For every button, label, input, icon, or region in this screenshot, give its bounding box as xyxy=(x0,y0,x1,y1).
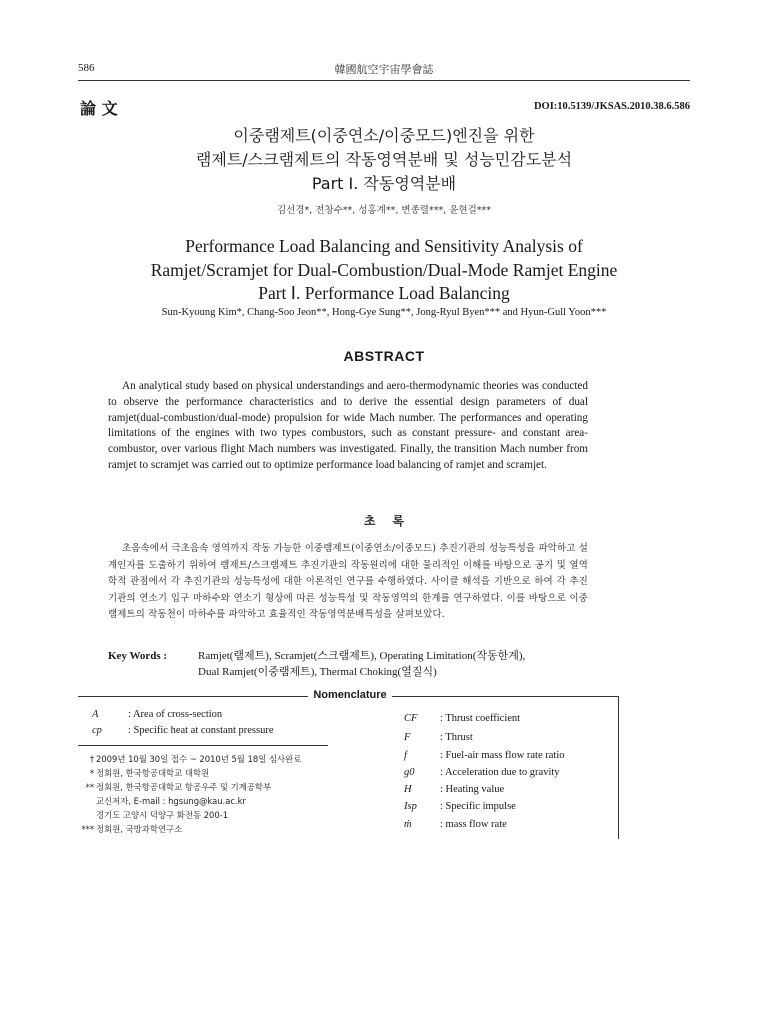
nomenclature-symbol-g0: g0 xyxy=(404,767,415,778)
abstract-text: An analytical study based on physical understandings and aero-thermodynamic theories was conducted to observe the performance characteristics and to derive the essential design parameters of dual ramjet(dual-combustion/dual-mode) propulsion for wide Mach number. The performances and operating limitations of the engines with two types combustors, such as constant pressure- and constant area- combustor, over various flight Mach numbers was investigated. Finally, the transition Mach number from ramjet to scramjet was carried out to optimize performance load balancing of ramjet and scramjet. xyxy=(108,380,588,471)
keywords-line-2: Dual Ramjet(이중램제트), Thermal Choking(열질식) xyxy=(198,666,437,678)
korean-title-line-2: 램제트/스크램제트의 작동영역분배 및 성능민감도분석 xyxy=(195,150,573,169)
footnote-rule xyxy=(78,745,328,746)
nomenclature-desc-cf: : Thrust coefficient xyxy=(440,713,521,724)
header-rule xyxy=(78,80,690,81)
nomenclature-symbol-cf: CF xyxy=(404,713,418,724)
nomenclature-desc-fuel-ratio: : Fuel-air mass flow rate ratio xyxy=(440,750,565,761)
footnote-text: 2009년 10월 30일 접수 ~ 2010년 5월 18일 심사완료 xyxy=(96,754,302,764)
footnote-mark: * xyxy=(89,768,94,778)
english-authors: Sun-Kyoung Kim*, Chang-Soo Jeon**, Hong-Gye Sung**, Jong-Ryul Byen*** and Hyun-Gull Yoon*** xyxy=(161,307,607,318)
korean-authors: 김선경*, 전창수**, 성홍계**, 변종렬***, 윤현걸*** xyxy=(276,205,492,216)
korean-abstract-text: 초음속에서 극초음속 영역까지 작동 가능한 이중램제트(이중연소/이중모드) 추진기관의 성능특성을 파악하고 설계인자를 도출하기 위하여 램제트/스크램제트 추진기관의 작동원리에 대한 물리적인 이해를 바탕으로 공기 및 열역학적 관점에서 각 추진기관의 성능특성에 대한 이론적인 연구를 수행하였다. 사이클 해석을 기반으로 하여 각 추진기관의 연소기 입구 마하수와 연소기 형상에 따른 성능특성 및 작동영역의 한계를 연구하였다. 이를 바탕으로 이중램제트의 작동천이 마하수를 파악하고 효율적인 작동영역분배특성을 살펴보았다. xyxy=(108,543,588,621)
keywords-line-1: Ramjet(램제트), Scramjet(스크램제트), Operating Limitation(작동한계), xyxy=(198,650,526,662)
english-title-line-3: Part Ⅰ. Performance Load Balancing xyxy=(258,283,510,303)
english-title-line-1: Performance Load Balancing and Sensitivity Analysis of xyxy=(185,236,583,256)
footnote-mark: ** xyxy=(85,782,94,792)
footnote-text: 정회원, 한국항공대학교 대학원 xyxy=(96,768,210,778)
korean-title-line-1: 이중램제트(이중연소/이중모드)엔진을 위한 xyxy=(233,126,535,145)
abstract-heading: ABSTRACT xyxy=(343,348,425,364)
journal-name: 韓國航空宇宙學會誌 xyxy=(334,63,434,76)
nomenclature-symbol-f: F xyxy=(404,732,411,743)
nomenclature-desc-mdot: : mass flow rate xyxy=(440,819,507,830)
nomenclature-symbol-fuel-ratio: f xyxy=(404,750,407,761)
nomenclature-desc-h: : Heating value xyxy=(440,784,505,795)
nomenclature-desc-f: : Thrust xyxy=(440,732,473,743)
footnote-text: 정회원, 국방과학연구소 xyxy=(96,824,183,834)
nomenclature-desc-g0: : Acceleration due to gravity xyxy=(440,767,560,778)
footnote-text: 교신저자, E-mail : hgsung@kau.ac.kr xyxy=(96,796,246,806)
footnote-text: 정회원, 한국항공대학교 항공우주 및 기계공학부 xyxy=(96,782,272,792)
english-title-line-2: Ramjet/Scramjet for Dual-Combustion/Dual-Mode Ramjet Engine xyxy=(150,260,618,280)
keywords-label: Key Words : xyxy=(108,650,168,662)
korean-title-line-3: Part Ⅰ. 작동영역분배 xyxy=(311,174,457,193)
footnote-mark: † xyxy=(89,754,94,764)
footnote-mark: *** xyxy=(81,824,94,834)
nomenclature-desc-cp: : Specific heat at constant pressure xyxy=(128,725,274,736)
nomenclature-symbol-cp: cp xyxy=(92,725,102,736)
nomenclature-desc-area: : Area of cross-section xyxy=(128,709,223,720)
footnote-text: 경기도 고양시 덕양구 화전동 200-1 xyxy=(96,810,229,820)
doi: DOI:10.5139/JKSAS.2010.38.6.586 xyxy=(533,101,690,112)
nomenclature-title: Nomenclature xyxy=(308,689,392,701)
page-number: 586 xyxy=(78,62,95,74)
nomenclature-symbol-area: A xyxy=(92,709,99,720)
nomenclature-symbol-mdot: ṁ xyxy=(404,819,412,830)
nomenclature-symbol-h: H xyxy=(404,784,412,795)
article-type-label: 論 文 xyxy=(80,99,118,118)
korean-abstract-heading: 초 록 xyxy=(364,514,404,528)
nomenclature-symbol-isp: Isp xyxy=(404,801,417,812)
nomenclature-desc-isp: : Specific impulse xyxy=(440,801,516,812)
